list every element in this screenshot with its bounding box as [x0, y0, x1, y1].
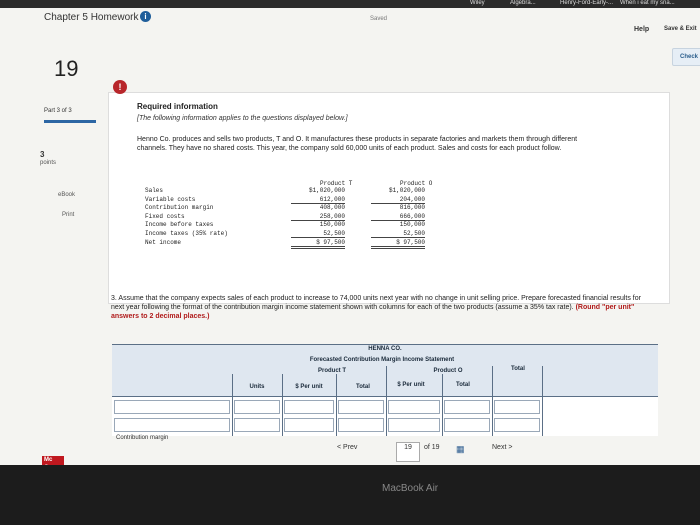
- ebook-link[interactable]: eBook: [58, 192, 76, 198]
- forecast-col-per-unit-o: $ Per unit: [397, 382, 425, 388]
- table-cell-product-o: 666,000: [371, 213, 425, 221]
- table-row-label: Net income: [145, 238, 182, 246]
- page-count: of 19: [424, 444, 440, 451]
- table-row-label: Fixed costs: [145, 212, 185, 220]
- print-link[interactable]: Print: [62, 212, 75, 218]
- table-row-label: Contribution margin: [145, 204, 214, 212]
- grand-total-input[interactable]: [494, 418, 540, 432]
- grand-total-input[interactable]: [494, 400, 540, 414]
- units-input[interactable]: [234, 418, 280, 432]
- forecast-table: [112, 344, 658, 436]
- required-info-subtitle: [The following information applies to the questions displayed below.]: [137, 115, 348, 122]
- next-button[interactable]: Next >: [492, 444, 513, 451]
- table-cell-product-t: 408,000: [319, 204, 345, 212]
- table-cell-product-o: 204,000: [371, 196, 425, 204]
- table-row-label: Variable costs: [145, 195, 196, 203]
- table-cell-product-t: 612,000: [291, 196, 345, 204]
- problem-paragraph: Henno Co. produces and sells two products, T and O. It manufactures these products in separate factories and markets them through different channels. They have no shared costs. This year, the company sold 60,000 units of each product. Sales and costs for each product follow.: [137, 136, 578, 152]
- question-3-text: [111, 294, 651, 321]
- table-cell-product-t: 52,500: [291, 230, 345, 238]
- info-icon[interactable]: i: [140, 11, 151, 22]
- table-row-label: Sales: [145, 187, 164, 194]
- page-number-box[interactable]: 19: [396, 442, 420, 462]
- table-cell-product-t: $1,020,000: [308, 187, 345, 194]
- forecast-company: HENNA CO.: [368, 346, 402, 352]
- question-number: 19: [54, 56, 79, 81]
- part-indicator: Part 3 of 3: [44, 108, 72, 114]
- points-value: 3: [40, 150, 45, 159]
- forecast-grid-line: [232, 374, 233, 436]
- table-cell-product-o: 52,500: [371, 230, 425, 238]
- per-unit-t-input[interactable]: [284, 418, 334, 432]
- browser-tab[interactable]: Algebra...: [510, 0, 536, 6]
- required-info-title: Required information: [137, 102, 218, 111]
- mcgraw-hill-logo: Mc: [42, 456, 64, 484]
- per-unit-o-input[interactable]: [388, 418, 440, 432]
- forecast-product-o-header: Product O: [433, 368, 463, 374]
- row-label-input[interactable]: [114, 400, 230, 414]
- table-cell-product-o: $ 97,500: [371, 239, 425, 249]
- check-button[interactable]: Check: [672, 48, 700, 66]
- forecast-grid-line: [542, 366, 543, 436]
- forecast-grid-line: [336, 374, 337, 436]
- table-cell-product-o: $1,020,000: [388, 187, 425, 194]
- forecast-grid-line: [492, 366, 493, 436]
- browser-tab-strip: [0, 0, 700, 8]
- browser-tab[interactable]: Wiley: [470, 0, 485, 6]
- table-cell-product-o: 150,000: [399, 221, 425, 229]
- part-progress-fill: [44, 120, 96, 123]
- row-label-input[interactable]: [114, 418, 230, 432]
- app-screen: [0, 8, 700, 465]
- table-cell-product-t: $ 97,500: [291, 239, 345, 249]
- saved-status: Saved: [370, 16, 388, 22]
- forecast-grid-line: [442, 374, 443, 436]
- units-input[interactable]: [234, 400, 280, 414]
- help-button[interactable]: Help: [634, 26, 650, 33]
- question-grid-icon[interactable]: ▦: [456, 444, 465, 454]
- forecast-grid-line: [112, 344, 658, 345]
- browser-tab[interactable]: Henry-Ford-Early-...: [560, 0, 614, 6]
- forecast-col-per-unit-t: $ Per unit: [295, 384, 323, 390]
- per-unit-t-input[interactable]: [284, 400, 334, 414]
- table-row-label: Income taxes (35% rate): [145, 230, 228, 237]
- part-progress-bar: [44, 120, 96, 123]
- forecast-total-header: Total: [511, 366, 525, 372]
- table-cell-product-o: 816,000: [399, 204, 425, 212]
- browser-tab[interactable]: When i eat my sna...: [620, 0, 675, 6]
- forecast-grid-line: [386, 366, 387, 436]
- question-3-body: 3. Assume that the company expects sales of each product to increase to 74,000 units next year with no change in unit selling price. Prepare forecasted financial results for next year following the format of the contribution margin income statement shown with columns for each of the two products (assume a 35% tax rate).: [111, 295, 641, 311]
- table-cell-product-t: 150,000: [319, 221, 345, 229]
- forecast-grid-line: [112, 396, 658, 397]
- forecast-col-total-t: Total: [356, 384, 370, 390]
- contribution-margin-row-label: Contribution margin: [116, 435, 169, 441]
- forecast-grid-line: [282, 374, 283, 436]
- table-row-label: Income before taxes: [145, 221, 214, 229]
- laptop-bezel: [0, 465, 700, 525]
- question-3-rounding-note: (Round "per unit" answers to 2 decimal places.): [111, 304, 635, 320]
- points-label: points: [40, 160, 57, 166]
- forecast-col-total-o: Total: [456, 382, 470, 388]
- alert-icon: !: [113, 80, 127, 94]
- total-t-input[interactable]: [338, 400, 384, 414]
- table-cell-product-t: 258,000: [291, 213, 345, 221]
- total-t-input[interactable]: [338, 418, 384, 432]
- device-label: MacBook Air: [382, 483, 439, 494]
- total-o-input[interactable]: [444, 400, 490, 414]
- per-unit-o-input[interactable]: [388, 400, 440, 414]
- table-header-product-t: Product T: [320, 180, 353, 187]
- forecast-product-t-header: Product T: [318, 368, 346, 374]
- save-exit-button[interactable]: Save & Exit: [664, 26, 697, 32]
- forecast-title: Forecasted Contribution Margin Income Statement: [309, 357, 455, 363]
- forecast-col-units: Units: [249, 384, 265, 390]
- prev-button[interactable]: < Prev: [337, 444, 358, 451]
- table-header-product-o: Product O: [400, 180, 433, 187]
- page-title: Chapter 5 Homework: [44, 12, 139, 23]
- total-o-input[interactable]: [444, 418, 490, 432]
